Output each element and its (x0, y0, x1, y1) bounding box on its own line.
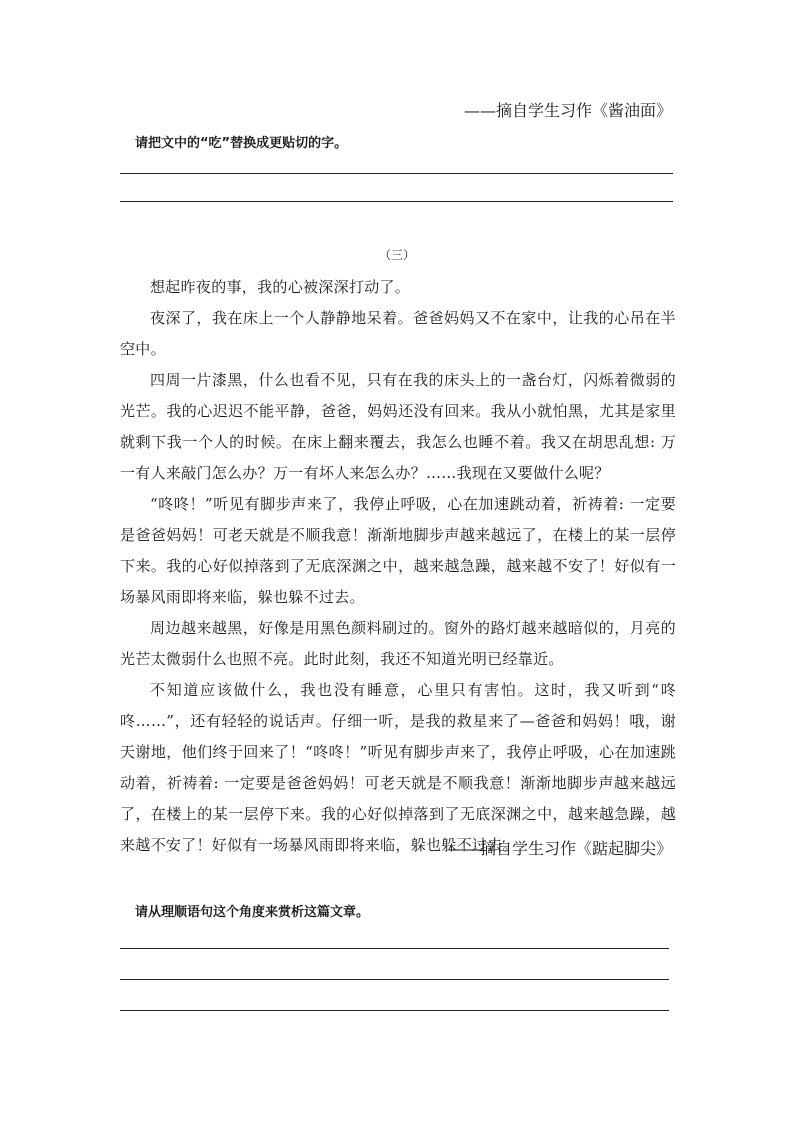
question-2: 请从理顺语句这个角度来赏析这篇文章。 (135, 905, 370, 920)
question-1: 请把文中的“吃”替换成更贴切的字。 (135, 136, 348, 151)
answer-line[interactable] (120, 979, 669, 980)
source-attribution-1: ——摘自学生习作《酱油面》 (463, 101, 672, 120)
answer-line[interactable] (120, 948, 669, 949)
source-attribution-2: ——摘自学生习作《踮起脚尖》 (447, 839, 672, 858)
section-title: （三） (378, 248, 415, 262)
paragraph-4: “咚咚！”听见有脚步声来了，我停止呼吸，心在加速跳动着，祈祷着: 一定要是爸爸妈妈！可老天就是不顺我意！渐渐地脚步声越来越远了，在楼上的某一层停下来。我的心好似掉落到了无底深渊之中，越来越急躁，越来越不安了！好似有一场暴风雨即将来临，躲也躲不过去。 (120, 495, 676, 606)
paragraph-2: 夜深了，我在床上一个人静静地呆着。爸爸妈妈又不在家中，让我的心吊在半空中。 (120, 309, 676, 358)
paragraph-6: 不知道应该做什么，我也没有睡意，心里只有害怕。这时，我又听到“咚咚……”，还有轻轻的说话声。仔细一听，是我的救星来了—爸爸和妈妈！哦，谢天谢地，他们终于回来了！“咚咚！”听见有脚步声来了，我停止呼吸，心在加速跳动着，祈祷着: 一定要是爸爸妈妈！可老天就是不顺我意！渐渐地脚步声越来越远了，在楼上的某一层停下来。我的心好似掉落到了无底深渊之中，越来越急躁，越来越不安了！好似有一场暴风雨即将来临，躲也躲不过去。 (120, 681, 676, 854)
paragraph-5: 周边越来越黑，好像是用黑色颜料刷过的。窗外的路灯越来越暗似的，月亮的光芒太微弱什么也照不亮。此时此刻，我还不知道光明已经靠近。 (120, 619, 676, 668)
paragraph-3: 四周一片漆黑，什么也看不见，只有在我的床头上的一盏台灯，闪烁着微弱的光芒。我的心迟迟不能平静，爸爸，妈妈还没有回来。我从小就怕黑，尤其是家里就剩下我一个人的时候。在床上翻来覆去，我怎么也睡不着。我又在胡思乱想: 万一有人来敲门怎么办？万一有坏人来怎么办？……我现在又要做什么呢？ (120, 371, 676, 482)
answer-line[interactable] (120, 201, 673, 202)
passage (120, 272, 676, 861)
answer-line[interactable] (120, 1010, 669, 1011)
answer-line[interactable] (120, 173, 673, 174)
paragraph-1: 想起昨夜的事，我的心被深深打动了。 (150, 278, 411, 296)
